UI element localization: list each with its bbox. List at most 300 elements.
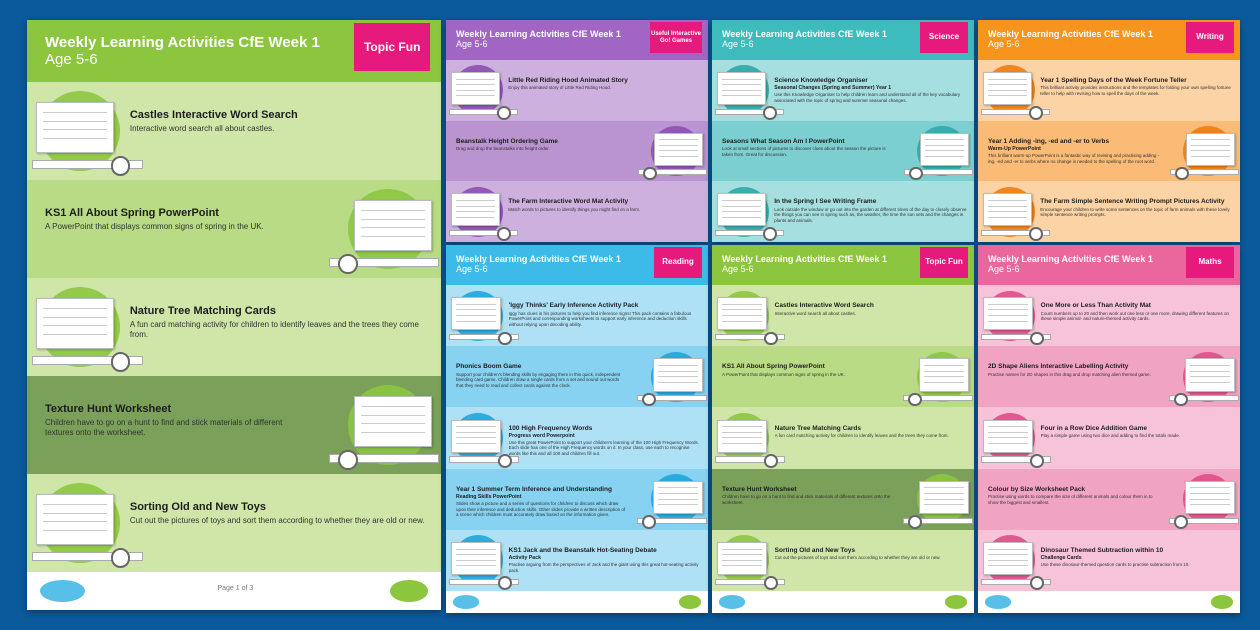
resource-thumbnail[interactable]: [983, 72, 1032, 105]
sheet-reading: [446, 245, 708, 613]
resource-title[interactable]: One More or Less Than Activity Mat: [1040, 302, 1151, 310]
resource-title[interactable]: Year 1 Summer Term Inference and Understanding: [456, 485, 612, 493]
resource-thumbnail[interactable]: [717, 72, 766, 105]
twinkl-badge-icon: [338, 254, 358, 274]
sheet-science: [712, 20, 974, 242]
thumbnail-line: [456, 200, 496, 201]
thumbnail-line: [43, 308, 107, 309]
thumbnail-line: [925, 145, 965, 146]
resource-title[interactable]: KS1 Jack and the Beanstalk Hot-Seating Debate: [508, 546, 657, 554]
resource-row[interactable]: [446, 530, 708, 591]
thumbnail-line: [924, 365, 964, 366]
thumbnail-line: [456, 84, 496, 85]
twinkl-badge-icon: [497, 227, 511, 241]
thumbnail-line: [456, 432, 496, 433]
thumbnail-line: [361, 415, 425, 416]
thumbnail-line: [456, 437, 496, 438]
twinkl-badge-icon: [908, 515, 922, 529]
resource-thumbnail[interactable]: [354, 396, 432, 448]
resource-thumbnail[interactable]: [717, 542, 767, 575]
resource-description: Practise arguing from the perspectives of Jack and the giant using this great hot-seating activity pack.: [508, 562, 699, 573]
resource-description: Look at small sections of pictures to discover clues about the season the picture is taken from. Great for discussion.: [722, 146, 886, 157]
resource-row[interactable]: [712, 121, 974, 182]
thumbnail-line: [456, 443, 496, 444]
twinkl-badge-icon: [642, 393, 656, 407]
twinkl-badge-icon: [1030, 454, 1044, 468]
thumbnail-line: [988, 211, 1028, 212]
age-range: Age 5-6: [988, 264, 1020, 275]
twinkl-badge-icon: [498, 332, 512, 346]
thumbnail-line: [1190, 382, 1230, 383]
thumbnail-line: [722, 206, 762, 207]
thumbnail-line: [456, 211, 496, 212]
resource-description: Iggy has clues in his pictures to help you find inference signs! This pack contains a fabulous PowerPoint and corresponding worksheets to support early inference and deduction skills without relying upon decoding ability.: [508, 310, 692, 327]
resource-row[interactable]: [712, 469, 974, 530]
thumbnail-line: [43, 530, 107, 531]
thumbnail-line: [659, 145, 699, 146]
twinkl-badge-icon: [764, 576, 778, 590]
resource-row[interactable]: [978, 530, 1240, 591]
thumbnail-line: [988, 554, 1028, 555]
resource-title[interactable]: Science Knowledge Organiser: [774, 76, 868, 84]
resource-description: Cut out the pictures of toys and sort them according to whether they are old or new.: [129, 515, 425, 525]
thumbnail-line: [456, 90, 496, 91]
resource-title[interactable]: Dinosaur Themed Subtraction within 10: [1040, 546, 1164, 554]
twinkl-go-logo: [1211, 595, 1233, 608]
resource-title[interactable]: Castles Interactive Word Search: [774, 302, 874, 310]
thumbnail-line: [43, 317, 107, 318]
resource-thumbnail[interactable]: [654, 133, 703, 166]
resource-title[interactable]: 'Iggy Thinks' Early Inference Activity Pack: [508, 302, 639, 310]
resource-title[interactable]: Seasons What Season Am I PowerPoint: [722, 137, 845, 145]
thumbnail-line: [658, 382, 698, 383]
thumbnail-line: [43, 521, 107, 522]
category-tag: Topic Fun: [920, 247, 968, 278]
thumbnail-line: [925, 139, 965, 140]
sheet-title: Weekly Learning Activities CfE Week 1: [456, 253, 621, 264]
resource-description: Support your children's blending skills by engaging them in this quick, independent blending card game. Children draw a single cards from a set and sound out words that they need to read and collect cards against the clock.: [456, 371, 621, 389]
twinkl-badge-icon: [111, 548, 131, 568]
resource-thumbnail[interactable]: [919, 481, 969, 514]
resource-thumbnail[interactable]: [36, 298, 114, 350]
twinkl-badge-icon: [643, 167, 657, 181]
category-tag: Writing: [1186, 22, 1234, 53]
resource-title[interactable]: In the Spring I See Writing Frame: [774, 198, 877, 206]
thumbnail-line: [456, 560, 496, 561]
resource-row[interactable]: [978, 346, 1240, 407]
page-footer: [27, 572, 441, 610]
resource-thumbnail[interactable]: [36, 494, 114, 546]
resource-row[interactable]: [446, 469, 708, 530]
thumbnail-line: [988, 309, 1028, 310]
resource-description: A fun card matching activity for children to identify leaves and the trees they come from.: [774, 432, 949, 438]
thumbnail-line: [43, 112, 107, 113]
resource-description: Use these dinosaur-themed question cards to practise subtraction from 10.: [1040, 562, 1190, 568]
thumbnail-line: [1190, 371, 1230, 372]
page-footer: [446, 591, 708, 613]
thumbnail-line: [456, 79, 496, 80]
resource-thumbnail[interactable]: [919, 358, 969, 391]
thumbnail-line: [722, 426, 762, 427]
resource-title[interactable]: Year 1 Adding -ing, -ed and -er to Verbs: [988, 137, 1110, 145]
age-range: Age 5-6: [456, 39, 488, 50]
thumbnail-line: [924, 382, 964, 383]
thumbnail-line: [361, 406, 425, 407]
twinkl-logo: [453, 595, 479, 608]
resource-row[interactable]: [712, 407, 974, 468]
thumbnail-line: [722, 443, 762, 444]
thumbnail-line: [1191, 150, 1231, 151]
thumbnail-line: [988, 321, 1028, 322]
resource-subtitle: Seasonal Changes (Spring and Summer) Year 1: [774, 85, 892, 92]
thumbnail-line: [1190, 365, 1230, 366]
resource-title[interactable]: Sorting Old and New Toys: [774, 546, 856, 554]
resource-row[interactable]: [446, 346, 708, 407]
twinkl-badge-icon: [111, 352, 131, 372]
resource-row[interactable]: [978, 121, 1240, 182]
thumbnail-line: [925, 150, 965, 151]
thumbnail-line: [1190, 504, 1230, 505]
resource-row[interactable]: [978, 469, 1240, 530]
thumbnail-line: [43, 129, 107, 130]
thumbnail-line: [658, 487, 698, 488]
resource-thumbnail[interactable]: [983, 297, 1033, 330]
sheet-title: Weekly Learning Activities CfE Week 1: [988, 253, 1153, 264]
age-range: Age 5-6: [456, 264, 488, 275]
thumbnail-line: [43, 513, 107, 514]
twinkl-logo: [719, 595, 745, 608]
thumbnail-line: [722, 560, 762, 561]
resource-row[interactable]: [446, 121, 708, 182]
sheet-title: Weekly Learning Activities CfE Week 1: [45, 33, 320, 51]
resource-description: Play a simple game using two dice and adding to find the totals made.: [1040, 432, 1181, 438]
thumbnail-line: [924, 487, 964, 488]
thumbnail-line: [988, 432, 1028, 433]
thumbnail-line: [924, 376, 964, 377]
resource-title[interactable]: Texture Hunt Worksheet: [45, 403, 172, 416]
resource-description: This brilliant activity provides instructions and the templates for folding your own spelling fortune teller to help with revising how to spell the days of the week.: [1040, 85, 1231, 97]
thumbnail-line: [988, 560, 1028, 561]
thumbnail-line: [1190, 499, 1230, 500]
category-tag: Useful Interactive Go! Games: [650, 22, 702, 53]
resource-title[interactable]: Castles Interactive Word Search: [129, 109, 298, 122]
thumbnail-line: [659, 150, 699, 151]
twinkl-badge-icon: [338, 450, 358, 470]
resource-title[interactable]: Phonics Boom Game: [456, 363, 522, 371]
thumbnail-line: [456, 217, 496, 218]
twinkl-badge-icon: [1174, 515, 1188, 529]
thumbnail-line: [43, 138, 107, 139]
resource-description: Match words to pictures to identify things you might find on a farm.: [508, 206, 641, 212]
thumbnail-line: [361, 227, 425, 228]
thumbnail-line: [988, 90, 1028, 91]
resource-row[interactable]: [446, 407, 708, 468]
resource-row[interactable]: [978, 60, 1240, 121]
resource-row[interactable]: [712, 346, 974, 407]
thumbnail-line: [1191, 145, 1231, 146]
resource-title[interactable]: Nature Tree Matching Cards: [774, 424, 861, 432]
resource-thumbnail[interactable]: [717, 297, 767, 330]
resource-row[interactable]: [446, 285, 708, 346]
page-footer: [712, 591, 974, 613]
resource-title[interactable]: Little Red Riding Hood Animated Story: [508, 76, 628, 84]
twinkl-badge-icon: [764, 332, 778, 346]
twinkl-badge-icon: [764, 454, 778, 468]
resource-thumbnail[interactable]: [1186, 133, 1235, 166]
category-tag: Science: [920, 22, 968, 53]
twinkl-badge-icon: [1029, 227, 1043, 241]
thumbnail-line: [988, 426, 1028, 427]
resource-title[interactable]: 100 High Frequency Words: [508, 424, 593, 432]
resource-row[interactable]: [27, 82, 441, 180]
twinkl-badge-icon: [1174, 393, 1188, 407]
twinkl-badge-icon: [763, 106, 777, 120]
thumbnail-line: [988, 200, 1028, 201]
thumbnail-line: [722, 84, 762, 85]
sheet-title: Weekly Learning Activities CfE Week 1: [988, 28, 1153, 39]
thumbnail-line: [722, 432, 762, 433]
page-footer: [978, 591, 1240, 613]
twinkl-go-logo: [679, 595, 701, 608]
thumbnail-line: [658, 376, 698, 377]
twinkl-logo: [40, 580, 86, 603]
resource-description: This brilliant warm-up PowerPoint is a fantastic way of revising and practising adding -ing, -ed and -er to verbs where no change is needed to the spelling of the root word.: [988, 152, 1160, 164]
resource-description: Interactive word search all about castles.: [129, 123, 275, 133]
thumbnail-line: [722, 309, 762, 310]
resource-thumbnail[interactable]: [983, 542, 1033, 575]
resource-row[interactable]: [27, 278, 441, 376]
thumbnail-line: [456, 206, 496, 207]
resource-thumbnail[interactable]: [653, 358, 703, 391]
category-tag: Maths: [1186, 247, 1234, 278]
thumbnail-line: [659, 139, 699, 140]
resource-thumbnail[interactable]: [983, 420, 1033, 453]
resource-description: A PowerPoint that displays common signs of spring in the UK.: [45, 221, 264, 231]
twinkl-badge-icon: [642, 515, 656, 529]
thumbnail-line: [924, 493, 964, 494]
thumbnail-line: [456, 426, 496, 427]
resource-description: Practise names for 2D shapes in this drag and drop matching alien themed game.: [988, 371, 1151, 377]
thumbnail-line: [1190, 487, 1230, 488]
thumbnail-line: [988, 95, 1028, 96]
resource-description: Children have to go on a hunt to find and stick materials of different textures onto the worksheet.: [45, 417, 283, 437]
thumbnail-line: [722, 79, 762, 80]
thumbnail-line: [1190, 376, 1230, 377]
category-tag: Topic Fun: [354, 23, 430, 71]
resource-title[interactable]: Year 1 Spelling Days of the Week Fortune Teller: [1040, 76, 1187, 84]
thumbnail-line: [722, 90, 762, 91]
resource-title[interactable]: The Farm Interactive Word Mat Activity: [508, 198, 629, 206]
resource-row[interactable]: [712, 285, 974, 346]
resource-subtitle: Warm-Up PowerPoint: [988, 146, 1041, 153]
resource-thumbnail[interactable]: [920, 133, 969, 166]
thumbnail-line: [988, 443, 1028, 444]
thumbnail-line: [988, 79, 1028, 80]
age-range: Age 5-6: [988, 39, 1020, 50]
resource-description: Drag and drop the beanstalks into height order.: [456, 146, 550, 152]
twinkl-badge-icon: [763, 227, 777, 241]
resource-thumbnail[interactable]: [1185, 358, 1235, 391]
thumbnail-line: [988, 304, 1028, 305]
thumbnail-line: [924, 499, 964, 500]
thumbnail-line: [456, 565, 496, 566]
thumbnail-line: [988, 437, 1028, 438]
thumbnail-line: [658, 371, 698, 372]
resource-thumbnail[interactable]: [451, 542, 501, 575]
resource-title[interactable]: Sorting Old and New Toys: [129, 501, 266, 514]
resource-title[interactable]: Colour by Size Worksheet Pack: [988, 485, 1086, 493]
category-tag: Reading: [654, 247, 702, 278]
resource-row[interactable]: [27, 376, 441, 474]
twinkl-badge-icon: [497, 106, 511, 120]
resource-row[interactable]: [978, 407, 1240, 468]
thumbnail-line: [43, 325, 107, 326]
resource-thumbnail[interactable]: [451, 72, 500, 105]
resource-row[interactable]: [446, 60, 708, 121]
thumbnail-line: [988, 549, 1028, 550]
sheet-title: Weekly Learning Activities CfE Week 1: [456, 28, 621, 39]
sheet-topic-fun-second: [712, 245, 974, 613]
sheet-topic-fun-main: [27, 20, 441, 610]
thumbnail-line: [924, 504, 964, 505]
resource-thumbnail[interactable]: [653, 481, 703, 514]
thumbnail-line: [988, 84, 1028, 85]
thumbnail-line: [43, 504, 107, 505]
resource-thumbnail[interactable]: [717, 193, 766, 226]
resource-title[interactable]: Beanstalk Height Ordering Game: [456, 137, 558, 145]
age-range: Age 5-6: [722, 264, 754, 275]
resource-row[interactable]: [27, 474, 441, 572]
twinkl-go-logo: [390, 580, 428, 603]
resource-row[interactable]: [978, 181, 1240, 242]
resource-thumbnail[interactable]: [1185, 481, 1235, 514]
thumbnail-line: [988, 565, 1028, 566]
thumbnail-line: [722, 321, 762, 322]
resource-description: Children have to go on a hunt to find and stick materials of different textures onto the worksheet.: [722, 494, 891, 505]
thumbnail-line: [456, 304, 496, 305]
thumbnail-line: [658, 493, 698, 494]
resource-description: Use this great PowerPoint to support your children's learning of the 100 High Frequency Words. Each slide has one of the High Frequency words on it. In your class, use each to recognise words like this and all 100 and children fill out.: [508, 439, 700, 457]
age-range: Age 5-6: [45, 50, 98, 68]
resource-title[interactable]: Four in a Row Dice Addition Game: [1040, 424, 1147, 432]
thumbnail-line: [361, 423, 425, 424]
resource-description: Count numbers up to 20 and then work out one less or one more, drawing different features on these simple animal- and nature-themed activity cards.: [1040, 310, 1229, 322]
resource-description: Use this Knowledge Organiser to help children learn and understand all of the key vocabulary associated with the topic of spring and summer seasonal changes.: [774, 92, 961, 103]
resource-row[interactable]: [978, 285, 1240, 346]
resource-title[interactable]: KS1 All About Spring PowerPoint: [722, 363, 825, 371]
thumbnail-line: [361, 210, 425, 211]
thumbnail-line: [43, 121, 107, 122]
thumbnail-line: [722, 95, 762, 96]
resource-thumbnail[interactable]: [354, 200, 432, 252]
thumbnail-line: [456, 309, 496, 310]
thumbnail-line: [722, 315, 762, 316]
resource-description: Slides show a picture and a series of questions for children to discuss which draw upon their inference and deduction skills. Other slides provide a written description of a scene which children must accurately draw based on the information given.: [456, 501, 626, 518]
resource-title[interactable]: KS1 All About Spring PowerPoint: [45, 207, 219, 220]
thumbnail-line: [722, 211, 762, 212]
resource-title[interactable]: 2D Shape Aliens Interactive Labelling Activity: [988, 363, 1129, 371]
twinkl-badge-icon: [909, 167, 923, 181]
thumbnail-line: [924, 371, 964, 372]
thumbnail-line: [456, 315, 496, 316]
resource-subtitle: Activity Pack: [508, 555, 541, 562]
thumbnail-line: [722, 554, 762, 555]
resource-thumbnail[interactable]: [451, 297, 501, 330]
resource-description: A fun card matching activity for children to identify leaves and the trees they come from.: [129, 319, 419, 339]
resource-description: Practise using words to compare the size of different animals and colour them in to show the biggest and smallest.: [988, 494, 1153, 505]
thumbnail-line: [658, 499, 698, 500]
resource-description: A PowerPoint that displays common signs of spring in the UK.: [722, 371, 846, 377]
thumbnail-line: [658, 504, 698, 505]
twinkl-badge-icon: [1029, 106, 1043, 120]
resource-row[interactable]: [27, 180, 441, 278]
thumbnail-line: [456, 95, 496, 96]
resource-description: Cut out the pictures of toys and sort them according to whether they are old or new.: [774, 555, 941, 561]
sheet-maths: [978, 245, 1240, 613]
twinkl-badge-icon: [498, 576, 512, 590]
twinkl-badge-icon: [1030, 576, 1044, 590]
thumbnail-line: [925, 156, 965, 157]
thumbnail-line: [722, 549, 762, 550]
thumbnail-line: [456, 321, 496, 322]
resource-row[interactable]: [446, 181, 708, 242]
thumbnail-line: [722, 565, 762, 566]
page-number: Page 1 of 3: [217, 585, 254, 593]
resource-row[interactable]: [712, 530, 974, 591]
resource-thumbnail[interactable]: [451, 193, 500, 226]
twinkl-badge-icon: [1030, 332, 1044, 346]
twinkl-badge-icon: [1175, 167, 1189, 181]
thumbnail-line: [361, 236, 425, 237]
resource-title[interactable]: Nature Tree Matching Cards: [129, 305, 276, 318]
resource-title[interactable]: The Farm Simple Sentence Writing Prompt Pictures Activity: [1040, 198, 1225, 206]
sheet-title: Weekly Learning Activities CfE Week 1: [722, 28, 887, 39]
resource-subtitle: Challenge Cards: [1040, 555, 1082, 562]
thumbnail-line: [722, 437, 762, 438]
thumbnail-line: [456, 549, 496, 550]
sheet-useful-games: [446, 20, 708, 242]
resource-subtitle: Reading Skills PowerPoint: [456, 494, 522, 501]
twinkl-go-logo: [945, 595, 967, 608]
thumbnail-line: [722, 217, 762, 218]
resource-description: Interactive word search all about castles.: [774, 310, 856, 316]
sheet-writing: [978, 20, 1240, 242]
thumbnail-line: [456, 554, 496, 555]
thumbnail-line: [43, 334, 107, 335]
resource-description: Enjoy this animated story of Little Red Riding Hood.: [508, 85, 612, 91]
resource-row[interactable]: [712, 181, 974, 242]
thumbnail-line: [361, 219, 425, 220]
twinkl-badge-icon: [908, 393, 922, 407]
thumbnail-line: [659, 156, 699, 157]
resource-thumbnail[interactable]: [717, 420, 767, 453]
thumbnail-line: [658, 365, 698, 366]
thumbnail-line: [722, 304, 762, 305]
resource-thumbnail[interactable]: [451, 420, 501, 453]
resource-thumbnail[interactable]: [983, 193, 1032, 226]
twinkl-logo: [985, 595, 1011, 608]
thumbnail-line: [988, 206, 1028, 207]
thumbnail-line: [988, 217, 1028, 218]
thumbnail-line: [988, 315, 1028, 316]
resource-row[interactable]: [712, 60, 974, 121]
resource-description: Look outside the window or go out into the garden at different times of the day to closely observe the things you can see in spring such as, the weather, the time the sun sets and the changes in plants and animals.: [774, 206, 967, 223]
resource-thumbnail[interactable]: [36, 102, 114, 154]
thumbnail-line: [1190, 493, 1230, 494]
resource-description: Encourage your children to write some sentences on the topic of farm animals with these lovely simple sentence writing prompts.: [1040, 206, 1230, 218]
resource-subtitle: Progress word Powerpoint: [508, 432, 575, 439]
resource-title[interactable]: Texture Hunt Worksheet: [722, 485, 797, 493]
